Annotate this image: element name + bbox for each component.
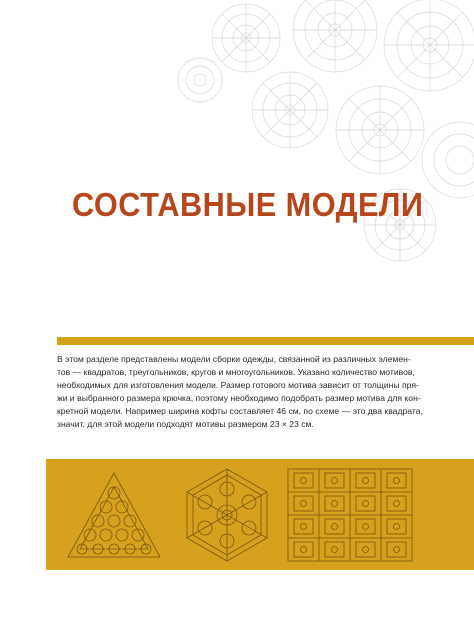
page-title: СОСТАВНЫЕ МОДЕЛИ xyxy=(72,186,424,223)
motif-band xyxy=(46,459,474,570)
intro-line: значит, для этой модели подходят мотивы размером 23 × 23 см. xyxy=(57,418,314,429)
intro-line: тов — квадратов, треугольников, кругов и многоугольников. Указано количество мотивов, xyxy=(57,366,415,377)
lace-decoration xyxy=(0,0,474,270)
triangle-motif xyxy=(64,469,164,561)
square-grid-motif xyxy=(286,467,414,563)
intro-line: В этом разделе представлены модели сборки одежды, связанной из различных элемен- xyxy=(57,354,411,364)
intro-line: жи и выбранного размера крючка, поэтому необходимо подобрать размер мотива для кон- xyxy=(57,392,421,403)
intro-line: необходимых для изготовления модели. Размер готового мотива зависит от толщины пря- xyxy=(57,379,419,390)
accent-rule xyxy=(57,337,474,345)
intro-line: кретной модели. Например ширина кофты составляет 46 см, по схеме — это два квадрата, xyxy=(57,405,423,416)
hexagon-motif xyxy=(179,465,275,565)
intro-paragraph xyxy=(57,353,457,430)
